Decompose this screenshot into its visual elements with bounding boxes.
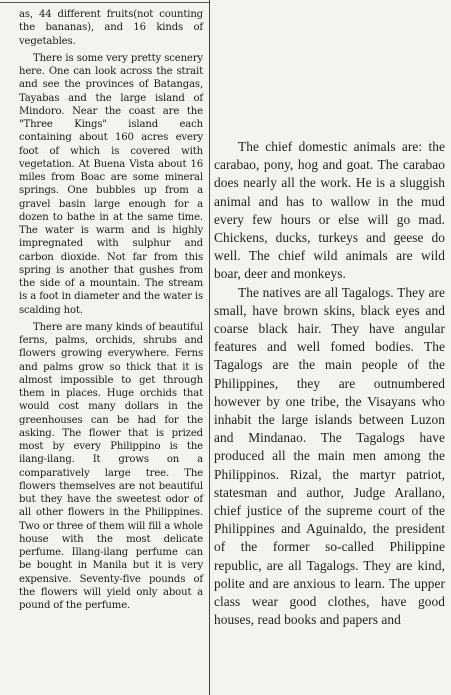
left-paragraph-1: as, 44 different fruits(not counting the bananas), and 16 kinds of vegetables. bbox=[19, 9, 203, 47]
left-column bbox=[19, 8, 203, 612]
left-paragraph-3: There are many kinds of beautiful ferns, palms, orchids, shrubs and flowers growing everywhere. Ferns and palms grow so thick that it is almost impossible to get through them in places. Huge orchids that would cost many dollars in the greenhouses can be had for the asking. The flower that is prized most by every Philippino is the ilang-ilang. It grows on a comparatively large tree. The flowers themselves are not beautiful but they have the sweetest odor of all other flowers in the Philippines. Two or three of them will fill a whole house with the most delicate perfume. Illang-ilang perfume can be bought in Manila but it is very expensive. Seventy-five pounds of the flowers will yield only about a pound of the perfume. bbox=[19, 321, 203, 611]
left-paragraph-2: There is some very pretty scenery here. One can look across the strait and see the provinces of Batangas, Tayabas and the large island of Mindoro. Near the coast are the "Three Kings" island each containing about 160 acres every foot of which is covered with vegetation. At Buena Vista about 16 miles from Boac are some mineral springs. One bubbles up from a gravel basin large enough for a dozen to bathe in at the same time. The water is warm and is highly impregnated with sulphur and carbon dioxide. Not far from this spring is another that gushes from the side of a mountain. The stream is a foot in diameter and the water is scalding hot. bbox=[19, 52, 203, 316]
right-paragraph-1: The chief domestic animals are: the carabao, pony, hog and goat. The carabao does nearly all the work. He is a sluggish animal and has to wallow in the mud every few hours or else will go mad. Chickens, ducks, turkeys and geese do well. The chief wild animals are wild boar, deer and monkeys. bbox=[214, 139, 445, 282]
right-paragraph-2: The natives are all Tagalogs. They are small, have brown skins, black eyes and coarse black hair. They have angular features and well fomed bodies. The Tagalogs are the main people of the Philippines, they are outnumbered however by one tribe, the Visayans who inhabit the large islands between Luzon and Mindanao. The Tagalogs have produced all the main men among the Philippinos. Rizal, the martyr patriot, statesman and author, Judge Arallano, chief justice of the supreme court of the Philippines and Aguinaldo, the president of the former so-called Philippine republic, are all Tagalogs. They are kind, polite and are anxious to learn. The upper class wear good clothes, have good houses, read books and papers and bbox=[214, 284, 445, 628]
right-column bbox=[214, 138, 445, 629]
column-divider bbox=[209, 0, 210, 695]
top-rule bbox=[0, 2, 209, 3]
